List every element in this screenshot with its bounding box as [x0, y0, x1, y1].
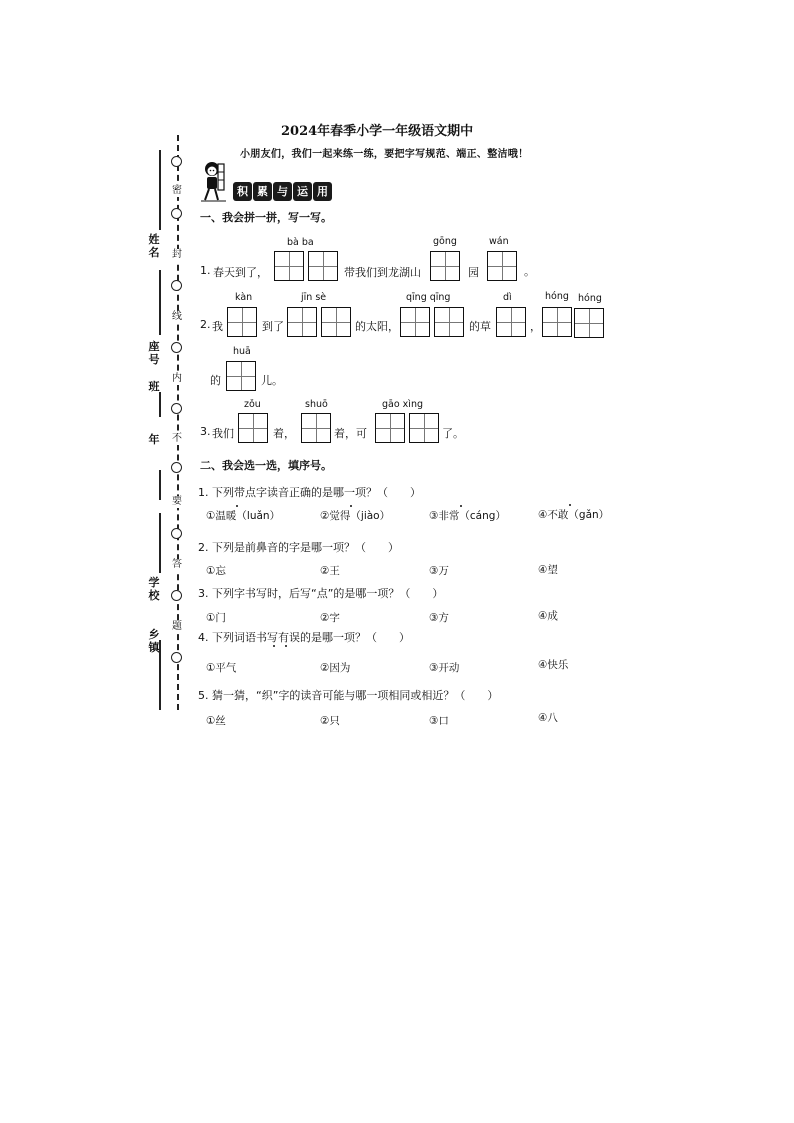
- fold-char: 答: [169, 559, 185, 571]
- mc-option[interactable]: ①忘: [206, 565, 226, 577]
- q1-pinyin-baba: bà ba: [287, 237, 314, 248]
- writing-box[interactable]: [238, 413, 268, 443]
- q2-text: 我: [212, 320, 223, 333]
- q2-pinyin-hua: huā: [233, 346, 251, 357]
- school-line: [159, 513, 161, 573]
- town-label: 乡镇: [148, 628, 160, 654]
- q2-text: 的: [210, 374, 221, 387]
- writing-box[interactable]: [487, 251, 517, 281]
- q1-text: 。: [524, 265, 535, 278]
- fold-circle: [171, 652, 182, 663]
- student-mascot-icon: [198, 160, 232, 204]
- q2-text: 儿。: [261, 374, 283, 387]
- banner-char: 用: [313, 182, 332, 201]
- q2-text: 的太阳，: [355, 320, 399, 333]
- q1-pinyin-gong: gōng: [433, 236, 457, 247]
- mc-question: 3. 下列字书写时，后写“点”的是哪一项？（ ）: [198, 587, 444, 600]
- writing-box[interactable]: [496, 307, 526, 337]
- fold-circle: [171, 528, 182, 539]
- q1-pinyin-wan: wán: [489, 236, 509, 247]
- seat-line: [159, 270, 161, 335]
- class-label: 班: [148, 380, 160, 393]
- fold-circle: [171, 156, 182, 167]
- mc-option[interactable]: ③非常（cáng）: [429, 510, 506, 522]
- q2-pinyin-hong: hóng: [578, 293, 602, 304]
- fold-char: 内: [169, 373, 185, 385]
- banner-char: 积: [233, 182, 252, 201]
- mc-option[interactable]: ③方: [429, 612, 449, 624]
- section1-heading: 一、我会拼一拼，写一写。: [200, 211, 332, 224]
- section2-heading: 二、我会选一选，填序号。: [200, 459, 332, 472]
- mc-option[interactable]: ①平气: [206, 662, 237, 674]
- writing-box[interactable]: [542, 307, 572, 337]
- emphasis-dot: [236, 505, 238, 507]
- fold-char: 线: [169, 311, 185, 323]
- town-line: [159, 640, 161, 710]
- q3-text: 着，可: [334, 427, 367, 440]
- mc-option[interactable]: ②觉得（jiào）: [320, 510, 391, 522]
- emphasis-dot: [569, 504, 571, 506]
- writing-box[interactable]: [400, 307, 430, 337]
- mc-question: 4. 下列词语书写有误的是哪一项？（ ）: [198, 631, 410, 644]
- fold-char: 要: [169, 496, 185, 508]
- writing-box[interactable]: [274, 251, 304, 281]
- q3-text: 了。: [442, 427, 464, 440]
- writing-box[interactable]: [434, 307, 464, 337]
- q2-pinyin-jinse: jīn sè: [301, 292, 327, 303]
- fold-char: 不: [169, 433, 185, 445]
- name-label: 姓名: [148, 233, 160, 259]
- page-subtitle: 小朋友们，我们一起来练一练，要把字写规范、端正、整洁哦！: [240, 149, 529, 160]
- writing-box[interactable]: [287, 307, 317, 337]
- fold-char: 封: [169, 249, 185, 261]
- mc-option[interactable]: ②字: [320, 612, 340, 624]
- emphasis-dot: [273, 645, 275, 647]
- mc-option[interactable]: ③万: [429, 565, 449, 577]
- writing-box[interactable]: [226, 361, 256, 391]
- writing-box[interactable]: [227, 307, 257, 337]
- emphasis-dot: [285, 645, 287, 647]
- q2-text: ，: [530, 320, 541, 333]
- q2-pinyin-di: dì: [503, 292, 512, 303]
- fold-circle: [171, 280, 182, 291]
- fold-circle: [171, 462, 182, 473]
- q2-pinyin-qingqing: qīng qīng: [406, 292, 451, 303]
- q1-number: 1.: [200, 264, 211, 277]
- mc-option[interactable]: ④望: [538, 564, 558, 576]
- mc-option[interactable]: ①温暖（luǎn）: [206, 510, 281, 522]
- q3-pinyin-shuo: shuō: [305, 399, 328, 410]
- q3-pinyin-zou: zǒu: [244, 399, 261, 410]
- banner-char: 累: [253, 182, 272, 201]
- q1-text: 园: [468, 266, 479, 279]
- banner-char: 与: [273, 182, 292, 201]
- class-line: [159, 392, 161, 417]
- q3-pinyin-gaoxing: gāo xìng: [382, 399, 423, 410]
- mc-option[interactable]: ③口: [429, 715, 449, 727]
- fold-circle: [171, 342, 182, 353]
- writing-box[interactable]: [321, 307, 351, 337]
- writing-box[interactable]: [574, 308, 604, 338]
- writing-box[interactable]: [301, 413, 331, 443]
- q1-text: 春天到了，: [213, 266, 268, 279]
- emphasis-dot: [460, 505, 462, 507]
- writing-box[interactable]: [308, 251, 338, 281]
- writing-box[interactable]: [409, 413, 439, 443]
- school-label: 学校: [148, 576, 160, 602]
- writing-box[interactable]: [375, 413, 405, 443]
- seat-label: 座号: [148, 340, 160, 366]
- grade-line: [159, 470, 161, 500]
- mc-option[interactable]: ①丝: [206, 715, 226, 727]
- grade-label: 年: [148, 433, 160, 446]
- mc-option[interactable]: ④成: [538, 610, 558, 622]
- mc-option[interactable]: ②只: [320, 715, 340, 727]
- mc-option[interactable]: ④八: [538, 712, 558, 724]
- mc-option[interactable]: ④快乐: [538, 659, 569, 671]
- q2-pinyin-kan: kàn: [235, 292, 253, 303]
- page-title: 2024年春季小学一年级语文期中: [281, 124, 474, 139]
- mc-option[interactable]: ②因为: [320, 662, 351, 674]
- banner-char: 运: [293, 182, 312, 201]
- fold-char: 密: [169, 185, 185, 197]
- mc-option[interactable]: ④不敢（gǎn）: [538, 509, 610, 521]
- q3-text: 我们: [212, 427, 234, 440]
- fold-circle: [171, 590, 182, 601]
- fold-circle: [171, 403, 182, 414]
- mc-question: 5. 猜一猜，“织”字的读音可能与哪一项相同或相近？（ ）: [198, 689, 499, 702]
- q2-pinyin-hong: hóng: [545, 291, 569, 302]
- mc-option[interactable]: ②王: [320, 565, 340, 577]
- emphasis-dot: [350, 505, 352, 507]
- mc-question: 1. 下列带点字读音正确的是哪一项？（ ）: [198, 486, 421, 499]
- name-line: [159, 150, 161, 230]
- fold-char: 题: [169, 621, 185, 633]
- q2-number: 2.: [200, 318, 211, 331]
- mc-question: 2. 下列是前鼻音的字是哪一项？（ ）: [198, 541, 399, 554]
- q2-text: 到了: [262, 320, 284, 333]
- fold-circle: [171, 208, 182, 219]
- q2-text: 的草: [469, 320, 491, 333]
- q3-text: 着，: [273, 427, 295, 440]
- mc-option[interactable]: ①门: [206, 612, 226, 624]
- section-banner: [233, 182, 332, 201]
- q3-number: 3.: [200, 425, 211, 438]
- mc-option[interactable]: ③开动: [429, 662, 460, 674]
- q1-text: 带我们到龙湖山: [344, 266, 421, 279]
- writing-box[interactable]: [430, 251, 460, 281]
